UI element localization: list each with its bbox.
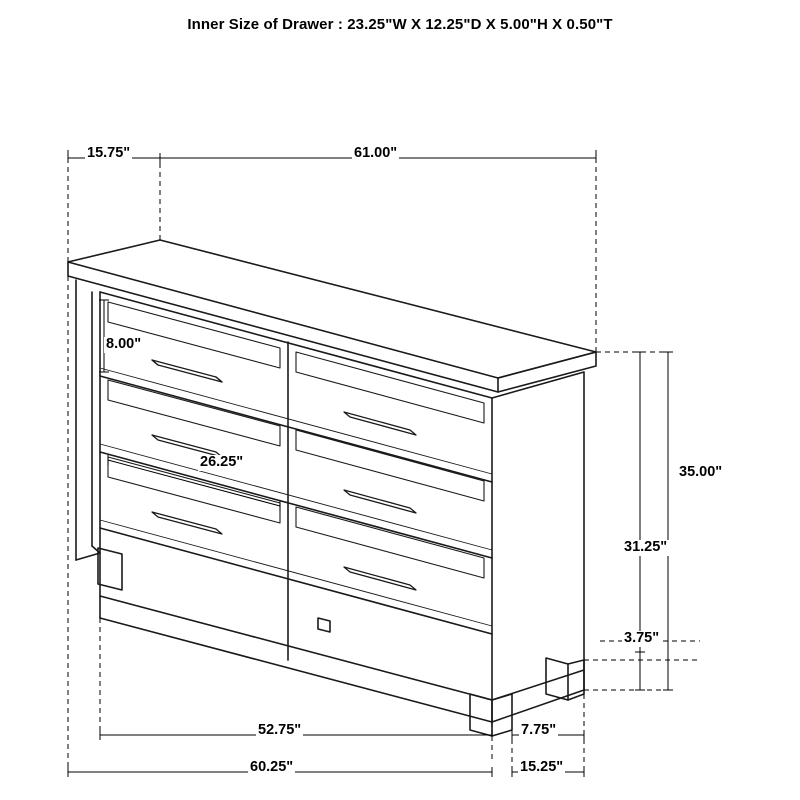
label-leg-height: 3.75": [624, 630, 660, 646]
label-base-width: 52.75": [258, 722, 302, 738]
label-base-depth: 15.25": [520, 759, 564, 775]
label-drawer-width: 26.25": [200, 454, 244, 470]
extension-lines: [68, 150, 700, 775]
label-width-top: 61.00": [354, 145, 398, 161]
drawer-edge-details: [100, 368, 492, 626]
label-body-height: 31.25": [624, 539, 668, 555]
dresser-top-panel: [68, 240, 596, 392]
dim-total-height: [663, 352, 673, 690]
label-overall-width: 60.25": [250, 759, 294, 775]
label-total-height: 35.00": [679, 464, 723, 480]
label-foot-depth: 7.75": [521, 722, 557, 738]
label-depth-top: 15.75": [87, 145, 131, 161]
drawer-handles: [152, 360, 416, 590]
page-title: Inner Size of Drawer : 23.25"W X 12.25"D X 5.00"H X 0.50"T: [187, 16, 613, 33]
label-drawer-height: 8.00": [106, 336, 142, 352]
drawer-panels: [108, 302, 484, 578]
dim-leg-height: [600, 641, 700, 690]
dresser-legs: [98, 548, 584, 736]
dim-body-height: [635, 352, 645, 652]
